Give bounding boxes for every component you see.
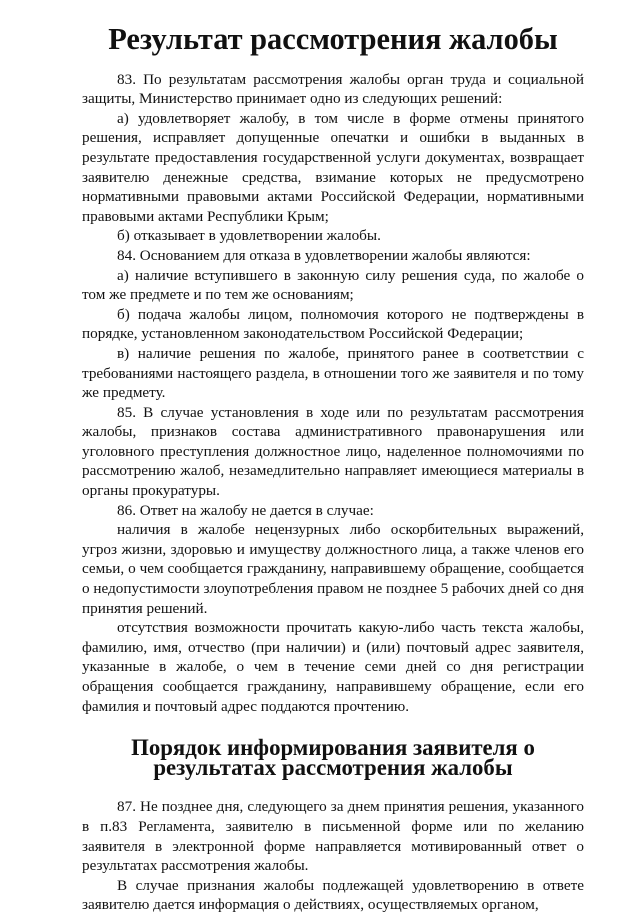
paragraph: 83. По результатам рассмотрения жалобы орган труда и социальной защиты, Министерство принимает одно из следующих решений: — [82, 70, 584, 108]
section-heading: Порядок информирования заявителя о результатах рассмотрения жалобы — [131, 735, 535, 780]
paragraph: наличия в жалобе нецензурных либо оскорбительных выражений, угроз жизни, здоровью и имуществу должностного лица, а также членов его семьи, о чем сообщается гражданину, направившему обращение, сообщается о недопустимости злоупотребления правом не позднее 5 рабочих дней со дня принятия решений. — [82, 521, 584, 617]
paragraph: а) наличие вступившего в законную силу решения суда, по жалобе о том же предмете и по тем же основаниям; — [82, 266, 584, 304]
paragraph: б) отказывает в удовлетворении жалобы. — [117, 227, 381, 245]
document-page — [82, 22, 584, 915]
paragraph: б) подача жалобы лицом, полномочия которого не подтверждены в порядке, установленном законодательством Российской Федерации; — [82, 305, 584, 343]
paragraph: В случае признания жалобы подлежащей удовлетворению в ответе заявителю дается информация о действиях, осуществляемых органом, — [82, 876, 584, 914]
paragraph: а) удовлетворяет жалобу, в том числе в форме отмены принятого решения, исправляет допущенные опечатки и ошибки в выданных в результате предоставления государственной услуги документах, возвращает заявителю денежные средства, взимание которых не предусмотрено нормативными правовыми актами Российской Федерации, нормативными правовыми актами Республики Крым; — [82, 109, 584, 225]
paragraph: 85. В случае установления в ходе или по результатам рассмотрения жалобы, признаков состава административного правонарушения или уголовного преступления должностное лицо, наделенное полномочиями по рассмотрению жалоб, незамедлительно направляет имеющиеся материалы в органы прокуратуры. — [82, 403, 584, 500]
section-body — [82, 797, 584, 915]
paragraph: 87. Не позднее дня, следующего за днем принятия решения, указанного в п.83 Регламента, заявителю в письменной форме или по желанию заявителя в электронной форме направляется мотивированный ответ о результатах рассмотрения жалобы. — [82, 798, 584, 875]
section-body — [82, 70, 584, 717]
paragraph: 86. Ответ на жалобу не дается в случае: — [117, 501, 374, 519]
paragraph: в) наличие решения по жалобе, принятого ранее в соответствии с требованиями настоящего раздела, в отношении того же заявителя и по тому же предмету. — [82, 344, 584, 402]
paragraph: отсутствия возможности прочитать какую-либо часть текста жалобы, фамилию, имя, отчество (при наличии) и (или) почтовый адрес заявителя, указанные в жалобе, о чем в течение семи дней со дня регистрации обращения сообщается гражданину, направившему обращение, если его фамилия и почтовый адрес поддаются прочтению. — [82, 619, 584, 715]
section-title: Результат рассмотрения жалобы — [108, 22, 558, 56]
paragraph: 84. Основанием для отказа в удовлетворении жалобы являются: — [117, 246, 531, 264]
